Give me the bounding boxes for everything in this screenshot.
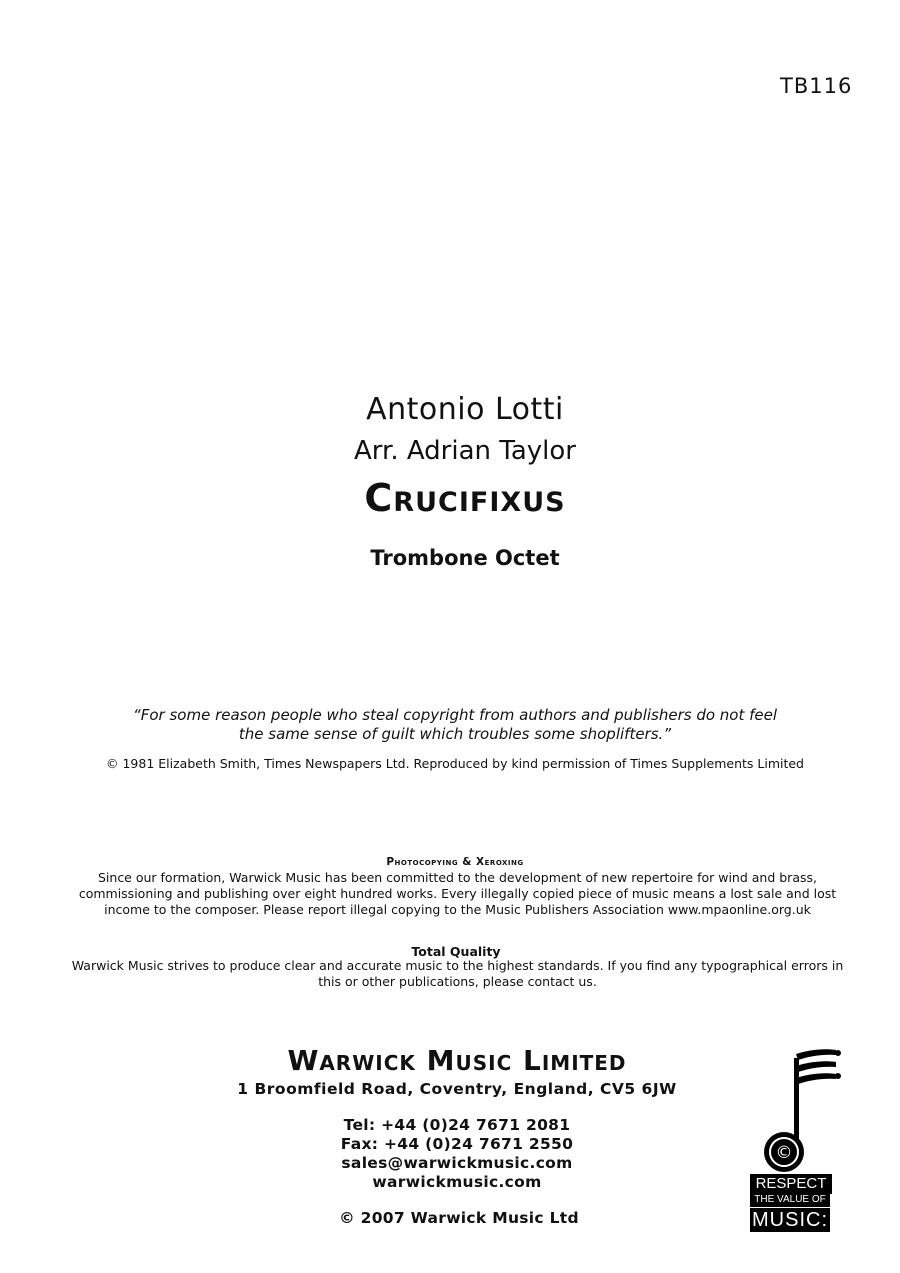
logo-value-text: THE VALUE OF (750, 1193, 830, 1207)
quality-heading: Total Quality (411, 944, 501, 959)
logo-music-text: MUSIC: (752, 1209, 828, 1231)
quote-line-2: the same sense of guilt which troubles some shoplifters.” (238, 725, 672, 743)
logo-respect-text: RESPECT (750, 1174, 832, 1194)
composer-name: Antonio Lotti (366, 392, 564, 427)
music-note-icon (750, 1048, 842, 1174)
arranger-name: Arr. Adrian Taylor (354, 436, 576, 466)
quality-text: Warwick Music strives to produce clear and accurate music to the highest standards. If you find any typographical errors in this or other publications, please contact us. (71, 958, 844, 989)
publisher-address: 1 Broomfield Road, Coventry, England, CV5 6JW (237, 1080, 677, 1098)
photocopying-text: Since our formation, Warwick Music has been committed to the development of new repertoire for wind and brass, commissioning and publishing over eight hundred works. Every illegally copied piece of music means a lost sale and lost income to the composer. Please report illegal copying to the Music Publishers Association www.mpaonline.org.uk (78, 870, 837, 917)
catalog-number: TB116 (780, 74, 853, 98)
copyright-quote (0, 706, 900, 744)
publisher-email: sales@warwickmusic.com (341, 1154, 573, 1172)
photocopying-heading: Photocopying & Xeroxing (386, 856, 524, 868)
respect-music-logo (750, 1048, 842, 1234)
publisher-copyright: © 2007 Warwick Music Ltd (339, 1209, 579, 1227)
publisher-fax: Fax: +44 (0)24 7671 2550 (340, 1135, 574, 1153)
publisher-tel: Tel: +44 (0)24 7671 2081 (343, 1116, 571, 1134)
piece-title: Crucifixus (364, 476, 566, 520)
quote-credit: © 1981 Elizabeth Smith, Times Newspapers Ltd. Reproduced by kind permission of Times Supplements Limited (106, 756, 804, 771)
quote-line-1: “For some reason people who steal copyright from authors and publishers do not feel (132, 706, 778, 724)
instrumentation: Trombone Octet (370, 546, 560, 570)
copyright-symbol: © (775, 1143, 793, 1163)
publisher-name: Warwick Music Limited (287, 1044, 627, 1077)
publisher-website: warwickmusic.com (372, 1173, 542, 1191)
